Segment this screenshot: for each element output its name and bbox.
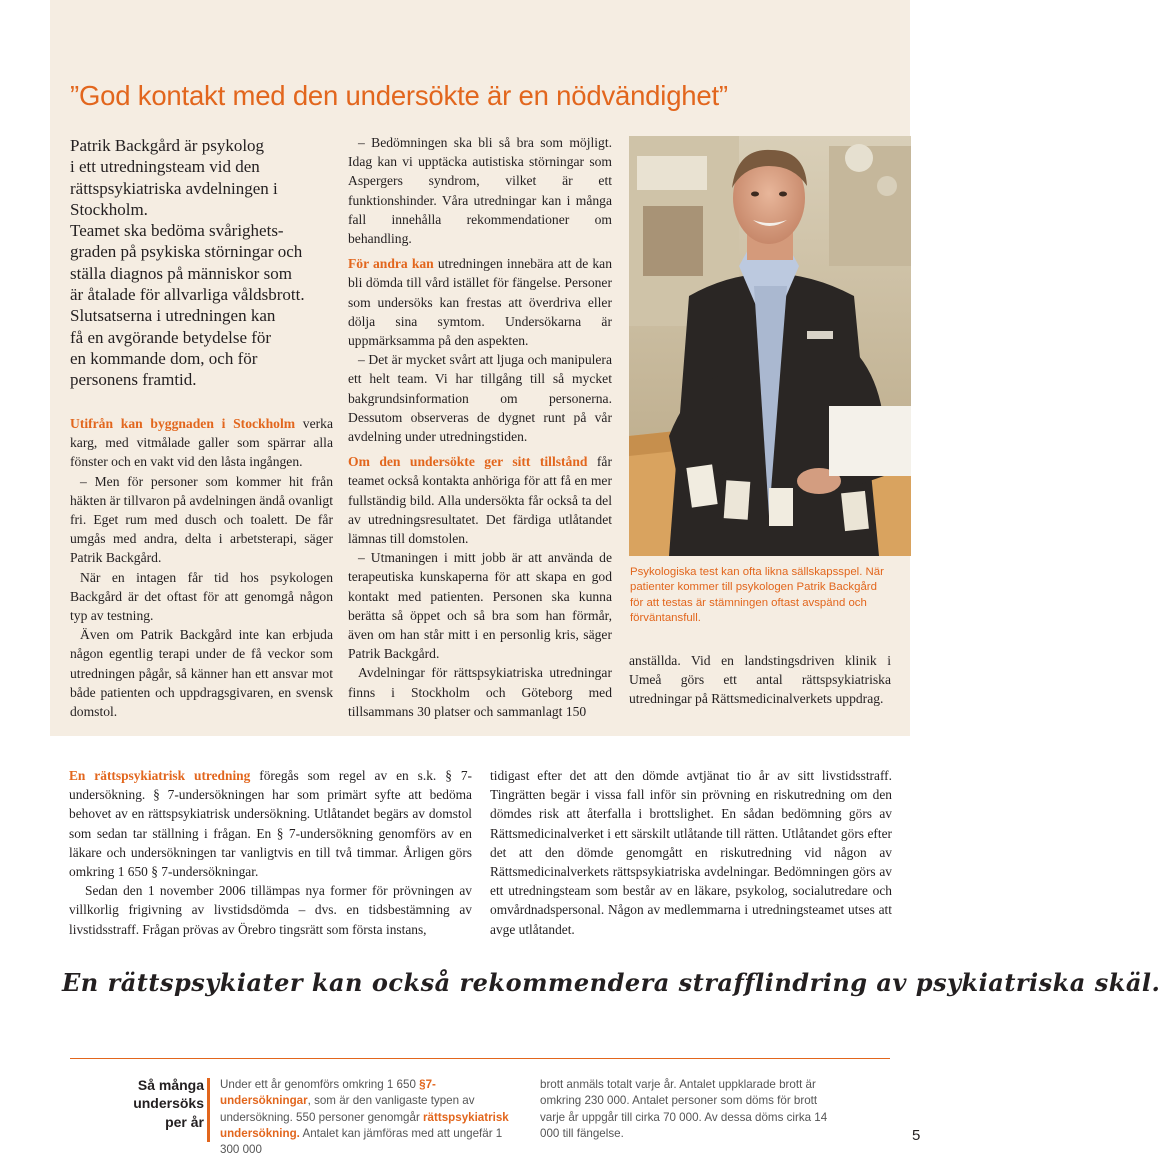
paragraph: – Bedömningen ska bli så bra som möjligt. Idag kan vi upptäcka autistiska störningar som Aspergers syndrom, vilket är ett funktionshinder. Våra utredningar kan i många fall innehålla rekommendationer om behandling. [348, 135, 612, 247]
margin-strip [910, 0, 960, 736]
paragraph: tidigast efter det att den dömde avtjänat tio år av sitt livstidsstraff. Tingrätten begär i vissa fall inför sin prövning en riskutredning om den dömdes risk att återfalla i brottslighet. En sådan bedömning görs av Rättsmedicinalverket i ett särskilt utlåtande till rätten. Utlåtandet görs efter det att den dömde genomgått en riskutredning vid någon av Rättsmedicinalverkets rättspsykiatriska avdelningar. Bedömningen görs av ett utredningsteam som består av en läkare, psykolog, socialutredare och omvårdnadspersonal. Någon av medlemmarna i utredningsteamet utses att avge utlåtandet. [490, 768, 892, 937]
intro-line: Patrik Backgård är psykolog [70, 136, 265, 155]
paragraph-text: verka karg, med vitmålade galler som spärrar alla fönster och en vakt vid den låsta ingången. [70, 416, 333, 470]
intro-line: är åtalade för allvarliga våldsbrott. [70, 285, 305, 305]
paragraph: När en intagen får tid hos psykologen Backgård är det oftast för att genomgå någon typ av testning. [70, 569, 333, 624]
stats-heading-line: Så många [137, 1077, 204, 1093]
body-column-1 [70, 414, 333, 721]
divider [70, 1058, 890, 1059]
intro-text [70, 135, 332, 391]
intro-line: rättspsykiatriska avdelningen i [70, 178, 278, 198]
portrait-photo [629, 136, 911, 556]
lead-in: För andra kan [348, 256, 434, 272]
intro-line: Slutsatserna i utredningen kan [70, 306, 276, 326]
intro-line: Teamet ska bedöma svårighets- [70, 221, 284, 241]
stats-accent-bar [207, 1078, 210, 1142]
stats-text: Under ett år genomförs omkring 1 650 [220, 1078, 420, 1091]
stats-highlight: §7-undersökningar [220, 1078, 436, 1108]
intro-line: graden på psykiska störningar och [70, 242, 303, 262]
body-column-3 [629, 651, 891, 709]
stats-text: Antalet kan jämföras med att ungefär 1 300 000 [220, 1126, 503, 1157]
stats-highlight: rättspsykiatrisk undersökning. [220, 1110, 509, 1140]
intro-line: en kommande dom, och för [70, 348, 258, 368]
stats-text: , som är den vanligaste typen av undersökning. 550 personer genomgår [220, 1094, 475, 1124]
paragraph: – Det är mycket svårt att ljuga och manipulera ett helt team. Vi har tillgång till så mycket bakgrundsinformation om personerna. Dessutom observeras de dygnet runt på vår avdelning under utredningstiden. [348, 352, 612, 445]
intro-line: få en avgörande betydelse för [70, 327, 272, 347]
paragraph: anställda. Vid en landstingsdriven klinik i Umeå görs ett antal rättspsykiatriska utredningar på Rättsmedicinalverkets uppdrag. [629, 653, 891, 707]
paragraph-text: föregås som regel av en s.k. § 7-undersökning. § 7-undersökningen har som primärt syfte att bedöma behovet av en rättspsykiatrisk undersökning. Utlåtandet begärs av domstol som sedan tar ställning i frågan. En § 7-undersökning genomförs av en läkare och undersökningen tar vanligtvis en till två timmar. Årligen görs omkring 1 650 § 7-undersökningar. [69, 768, 472, 880]
stats-text-right: brott anmäls totalt varje år. Antalet uppklarade brott är omkring 230 000. Antalet personer som döms för brott varje år uppgår till cirka 70 000. Av dessa döms cirka 14 000 till fängelse. [540, 1078, 828, 1140]
intro-line: i ett utredningsteam vid den [70, 157, 260, 177]
paragraph: Sedan den 1 november 2006 tillämpas nya former för prövningen av villkorlig frigivning av livstidsdömda – dvs. en tidsbestämning av livstidsstraff. Frågan prövas av Örebro tingsrätt som första instans, [69, 883, 472, 937]
paragraph [348, 254, 612, 350]
paragraph-text: får teamet också kontakta anhöriga för att få en mer fullständig bild. Alla undersökta får också ta del av utredningsresultatet. Det färdiga utlåtandet lämnas till domstolen. [348, 454, 612, 547]
intro-line: personens framtid. [70, 370, 197, 390]
stats-heading [120, 1076, 204, 1131]
photo-caption: Psykologiska test kan ofta likna sällskapsspel. När patienter kommer till psykologen Patrik Backgård för att testas är stämningen oftast avspänd och förväntansfull. [630, 566, 884, 625]
paragraph [69, 766, 472, 881]
paragraph: – Utmaningen i mitt jobb är att använda de terapeutiska kunskaperna för att skapa en god kontakt med patienten. Personen ska kunna berätta så öppet och så bra som han förmår, även om han står mitt i en personlig kris, säger Patrik Backgård. [348, 550, 612, 662]
fact-box-left [69, 766, 472, 939]
lead-in: En rättspsykiatrisk utredning [69, 768, 251, 783]
paragraph [70, 414, 333, 472]
paragraph: Avdelningar för rättspsykiatriska utredningar finns i Stockholm och Göteborg med tillsammans 30 platser och sammanlagt 150 [348, 665, 612, 719]
body-column-2 [348, 133, 612, 721]
page-number: 5 [912, 1127, 921, 1144]
lead-in: Utifrån kan byggnaden i Stockholm [70, 416, 296, 431]
psychologist-photo-image [629, 136, 911, 556]
paragraph [348, 452, 612, 548]
paragraph-text: utredningen innebära att de kan bli dömda till vård istället för fängelse. Personer som undersöks kan frestas att överdriva eller dölja sina symtom. Undersökarna är uppmärksamma på den aspekten. [348, 256, 612, 349]
stats-heading-line: undersöks [133, 1095, 204, 1112]
handwritten-quote: En rättspsykiater kan också rekommendera strafflindring av psykiatriska skäl. [62, 968, 1160, 997]
lead-in: Om den undersökte ger sitt tillstånd [348, 454, 588, 470]
page-title: ”God kontakt med den undersökte är en nödvändighet” [70, 80, 728, 111]
fact-box-right [490, 766, 892, 939]
paragraph: Även om Patrik Backgård inte kan erbjuda någon egentlig terapi under de få veckor som utredningen pågår, så känner han ett ansvar mot både patienten och uppdragsgivaren, en svensk domstol. [70, 627, 333, 720]
intro-line: ställa diagnos på människor som [70, 263, 292, 283]
stats-heading-line: per år [165, 1113, 204, 1130]
intro-line: Stockholm. [70, 199, 148, 219]
stats-text-left [220, 1077, 520, 1158]
paragraph: – Men för personer som kommer hit från häkten är tillvaron på avdelningen ändå ovanligt fri. Eget rum med dusch och toalett. De får umgås med andra, delta i arbetsterapi, säger Patrik Backgård. [70, 473, 333, 566]
